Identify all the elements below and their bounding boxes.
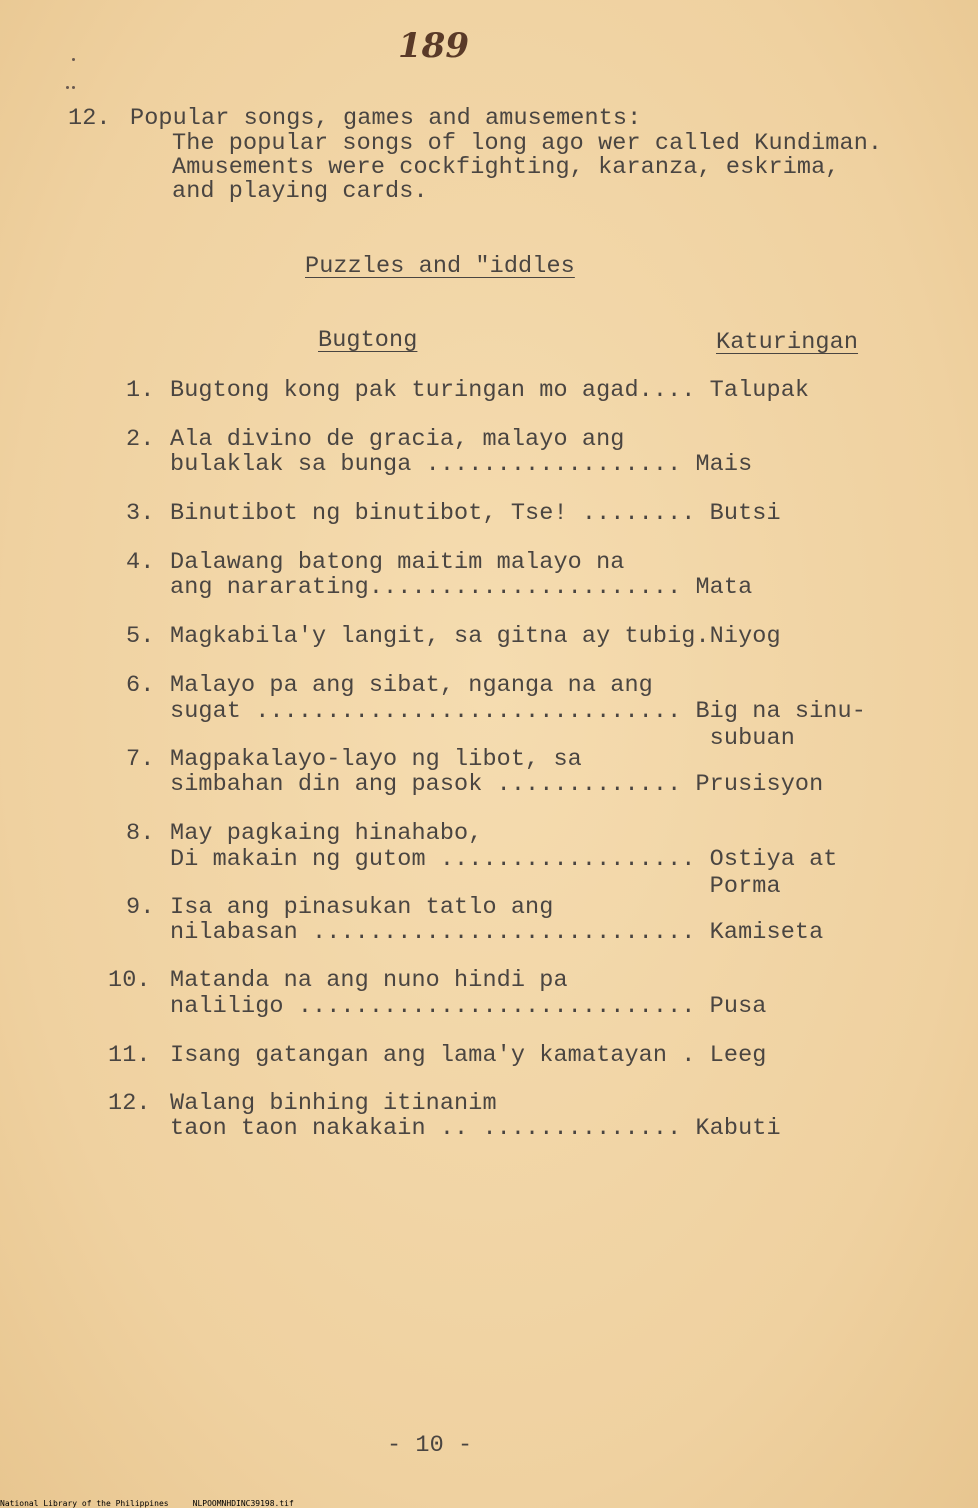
riddle-number: 9.	[126, 894, 155, 921]
riddle-number: 3.	[126, 500, 155, 527]
page-footer-number: - 10 -	[387, 1432, 473, 1459]
riddle-number: 4.	[126, 549, 155, 576]
riddle-number: 5.	[126, 623, 155, 650]
riddle-line: Magkabila'y langit, sa gitna ay tubig.Niyog	[170, 623, 781, 650]
margin-mark	[66, 86, 69, 89]
section-number: 12.	[68, 105, 111, 132]
riddle-line: subuan	[170, 725, 795, 752]
riddle-line: Isang gatangan ang lama'y kamatayan . Leeg	[170, 1042, 767, 1069]
riddles-title: Puzzles and "iddles	[305, 253, 575, 280]
riddle-number: 7.	[126, 746, 155, 773]
riddle-line: Isa ang pinasukan tatlo ang	[170, 894, 554, 921]
riddle-number: 10.	[108, 967, 151, 994]
margin-mark	[72, 86, 75, 89]
riddle-line: Magpakalayo-layo ng libot, sa	[170, 746, 582, 773]
riddle-number: 8.	[126, 820, 155, 847]
section-heading: Popular songs, games and amusements:	[130, 105, 642, 132]
section-line: Amusements were cockfighting, karanza, eskrima,	[172, 154, 840, 181]
riddle-line: Binutibot ng binutibot, Tse! ........ Butsi	[170, 500, 781, 527]
riddle-line: nilabasan ........................... Kamiseta	[170, 919, 824, 946]
scan-caption: National Library of the Philippines NLPOOMNHDINC39198.tif	[0, 1499, 294, 1508]
riddle-line: Malayo pa ang sibat, nganga na ang	[170, 672, 653, 699]
column-header-bugtong: Bugtong	[318, 327, 418, 354]
riddle-line: bulaklak sa bunga .................. Mais	[170, 451, 753, 478]
riddle-line: sugat .............................. Big na sinu-	[170, 698, 866, 725]
section-line: The popular songs of long ago wer called Kundiman.	[172, 130, 883, 157]
riddle-line: May pagkaing hinahabo,	[170, 820, 483, 847]
riddle-number: 1.	[126, 377, 155, 404]
riddle-number: 2.	[126, 426, 155, 453]
riddle-line: naliligo ............................ Pusa	[170, 993, 767, 1020]
riddle-line: Matanda na ang nuno hindi pa	[170, 967, 568, 994]
riddle-number: 6.	[126, 672, 155, 699]
riddle-line: Dalawang batong maitim malayo na	[170, 549, 625, 576]
riddle-line: Porma	[170, 873, 781, 900]
column-header-katuringan: Katuringan	[716, 329, 859, 356]
margin-mark	[72, 58, 75, 61]
riddle-number: 11.	[108, 1042, 151, 1069]
riddle-line: Bugtong kong pak turingan mo agad.... Talupak	[170, 377, 810, 404]
riddle-number: 12.	[108, 1090, 151, 1117]
riddle-line: Di makain ng gutom .................. Ostiya at	[170, 846, 838, 873]
handwritten-page-number: 189	[398, 26, 469, 66]
riddle-line: Walang binhing itinanim	[170, 1090, 497, 1117]
riddle-line: ang nararating...................... Mata	[170, 574, 753, 601]
riddle-line: simbahan din ang pasok ............. Prusisyon	[170, 771, 824, 798]
riddle-line: taon taon nakakain .. .............. Kabuti	[170, 1115, 781, 1142]
riddle-line: Ala divino de gracia, malayo ang	[170, 426, 625, 453]
section-line: and playing cards.	[172, 178, 428, 205]
